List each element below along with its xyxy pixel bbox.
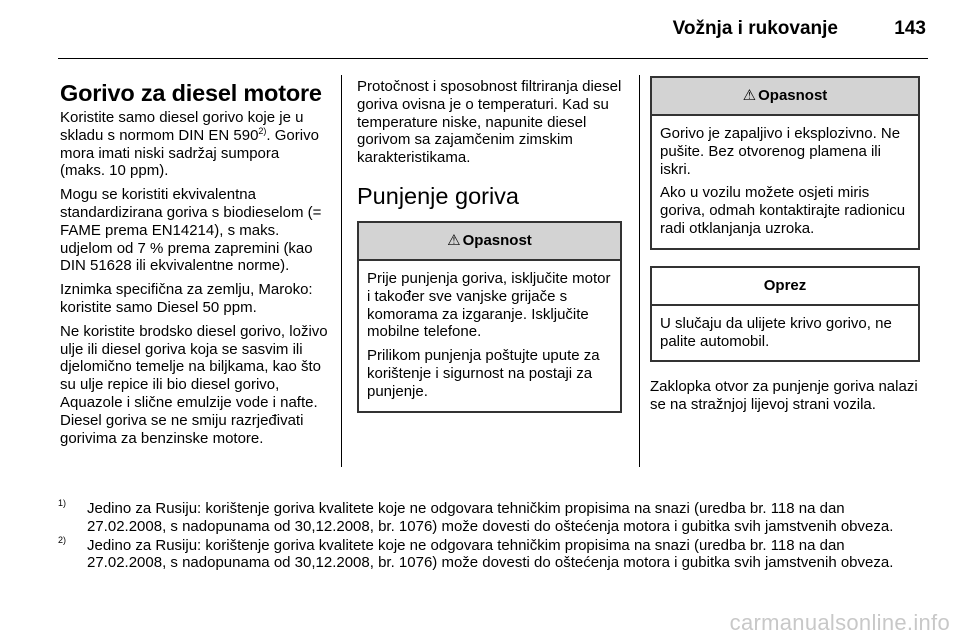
refueling-heading: Punjenje goriva <box>357 182 519 209</box>
danger-box-paragraph-2: Prilikom punjenja poštujte upute za korištenje i sigurnost na postaji za punjenje. <box>367 347 600 400</box>
footnotes <box>58 500 928 573</box>
danger-box-body <box>652 116 918 248</box>
danger-box-header <box>359 223 620 261</box>
danger-box-refueling <box>357 221 622 413</box>
page-number: 143 <box>894 18 926 39</box>
diesel-norm-paragraph <box>60 109 328 180</box>
caution-box-body <box>652 306 918 361</box>
caution-box-header: Oprez <box>652 268 918 306</box>
footnote-mark: 2) <box>58 534 67 545</box>
column-3 <box>650 76 920 420</box>
danger-box-title: Opasnost <box>462 231 532 249</box>
winter-diesel-paragraph: Protočnost i sposobnost filtriranja diesel goriva ovisna je o temperaturi. Kad su temperature niske, napunite diesel gorivom sa zajamčenim zimskim karakteristikama. <box>357 78 622 167</box>
diesel-norm-text: Koristite samo diesel gorivo koje je u skladu s normom DIN EN 590 <box>60 109 304 144</box>
caution-box-paragraph: U slučaju da ulijete krivo gorivo, ne palite automobil. <box>660 314 892 350</box>
header-rule <box>58 58 928 59</box>
footnote-1 <box>58 500 928 536</box>
warning-triangle-icon: ⚠ <box>447 231 461 249</box>
page-header-title: Vožnja i rukovanje <box>672 18 838 39</box>
column-divider-left <box>341 75 342 467</box>
diesel-fuel-heading: Gorivo za diesel motore <box>60 80 322 106</box>
column-1 <box>60 78 328 453</box>
danger-box-title: Opasnost <box>758 87 828 104</box>
morocco-exception-paragraph: Iznimka specifična za zemlju, Maroko: koristite samo Diesel 50 ppm. <box>60 281 313 316</box>
fuel-flap-paragraph: Zaklopka otvor za punjenje goriva nalazi se na stražnjoj lijevoj strani vozila. <box>650 378 918 414</box>
danger-box-header <box>652 78 918 116</box>
column-divider-right <box>639 75 640 467</box>
footnote-mark: 1) <box>58 498 67 508</box>
danger-box-paragraph-1: Prije punjenja goriva, isključite motor i također sve vanjske grijače s komorama za izgaranje. Isključite mobilne telefone. <box>367 269 611 341</box>
footnote-2 <box>58 534 928 573</box>
danger-box-flammable <box>650 76 920 250</box>
footnote-text: Jedino za Rusiju: korištenje goriva kvalitete koje ne odgovara tehničkim propisima na snazi (uredba br. 118 na dan 27.02.2008, s nadopunama od 30,12.2008, br. 1076) može dovesti do oštećenja motora i gubitka svih jamstvenih obveza. <box>87 536 894 572</box>
prohibited-fuels-paragraph: Ne koristite brodsko diesel gorivo, loživo ulje ili diesel goriva koja se sasvim ili djelomično temelje na biljkama, kao što su ulje repice ili bio diesel gorivo, Aquazole i slične emulzije vode i nafte. Diesel goriva se ne smiju razrjeđivati gorivima za benzinske motore. <box>60 322 328 447</box>
caution-box-wrong-fuel <box>650 266 920 363</box>
danger-box-body <box>359 261 620 411</box>
diesel-norm-tail: . Gorivo mora imati niski sadržaj sumpora (maks. 10 ppm). <box>60 126 319 180</box>
warning-triangle-icon: ⚠ <box>742 87 757 104</box>
watermark: carmanualsonline.info <box>729 610 950 635</box>
danger-box-paragraph-1: Gorivo je zapaljivo i eksplozivno. Ne pušite. Bez otvorenog plamena ili iskri. <box>660 125 901 178</box>
footnote-text: Jedino za Rusiju: korištenje goriva kvalitete koje ne odgovara tehničkim propisima na snazi (uredba br. 118 na dan 27.02.2008, s nadopunama od 30,12.2008, br. 1076) može dovesti do oštećenja motora i gubitka svih jamstvenih obveza. <box>87 500 894 535</box>
biodiesel-paragraph: Mogu se koristiti ekvivalentna standardizirana goriva s biodieselom (= FAME prema EN14214), s maks. udjelom od 7 % prema zapremini (kao DIN 51628 ili ekvivalentne norme). <box>60 186 322 275</box>
footnote-ref-2: 2) <box>258 125 267 136</box>
danger-box-paragraph-2: Ako u vozilu možete osjeti miris goriva, odmah kontaktirajte radionicu radi otklanjanja uzroka. <box>660 184 906 237</box>
column-2 <box>357 78 622 429</box>
